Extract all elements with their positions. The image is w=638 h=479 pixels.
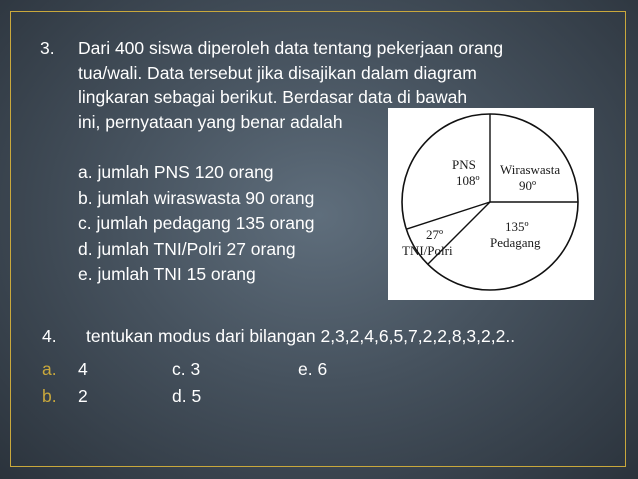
answer-options — [78, 160, 314, 288]
question-line: Dari 400 siswa diperoleh data tentang pekerjaan orang — [78, 38, 504, 58]
option-b: b. jumlah wiraswasta 90 orang — [78, 187, 315, 208]
question-line: ini, pernyataan yang benar adalah — [78, 111, 343, 132]
slice-label-pns: PNS — [452, 157, 476, 172]
answer-c: c. 3 — [172, 359, 201, 379]
slice-value-pedagang: 135º — [505, 219, 529, 234]
answer-letter-a: a. — [42, 359, 57, 379]
question-4 — [42, 326, 515, 347]
answer-e: e. 6 — [298, 359, 328, 379]
option-c: c. jumlah pedagang 135 orang — [78, 213, 315, 233]
question-line: tua/wali. Data tersebut jika disajikan dalam diagram — [78, 62, 477, 83]
option-a: a. jumlah PNS 120 orang — [78, 162, 274, 182]
slice-value-tni: 27º — [426, 227, 444, 242]
slice-boundary-pns — [406, 202, 490, 229]
answer-a: 4 — [78, 359, 88, 379]
answer-letter-b: b. — [42, 386, 57, 406]
slice-value-pns: 108º — [456, 173, 480, 188]
slice-value-wiraswasta: 90º — [519, 178, 537, 193]
option-d: d. jumlah TNI/Polri 27 orang — [78, 238, 296, 259]
question-text: tentukan modus dari bilangan 2,3,2,4,6,5,7,2,2,8,3,2,2.. — [86, 326, 516, 346]
slice-label-tni: TNI/Polri — [402, 243, 453, 258]
slice-label-wiraswasta: Wiraswasta — [500, 162, 561, 177]
question-number: 3. — [40, 38, 55, 58]
answer-d: d. 5 — [172, 386, 202, 406]
option-e: e. jumlah TNI 15 orang — [78, 264, 256, 284]
pie-chart-panel — [388, 108, 594, 300]
question-number: 4. — [42, 326, 57, 346]
question-line: lingkaran sebagai berikut. Berdasar data di bawah — [78, 87, 468, 107]
pie-chart — [388, 108, 594, 300]
answer-b: 2 — [78, 386, 88, 406]
slice-label-pedagang: Pedagang — [490, 235, 541, 250]
